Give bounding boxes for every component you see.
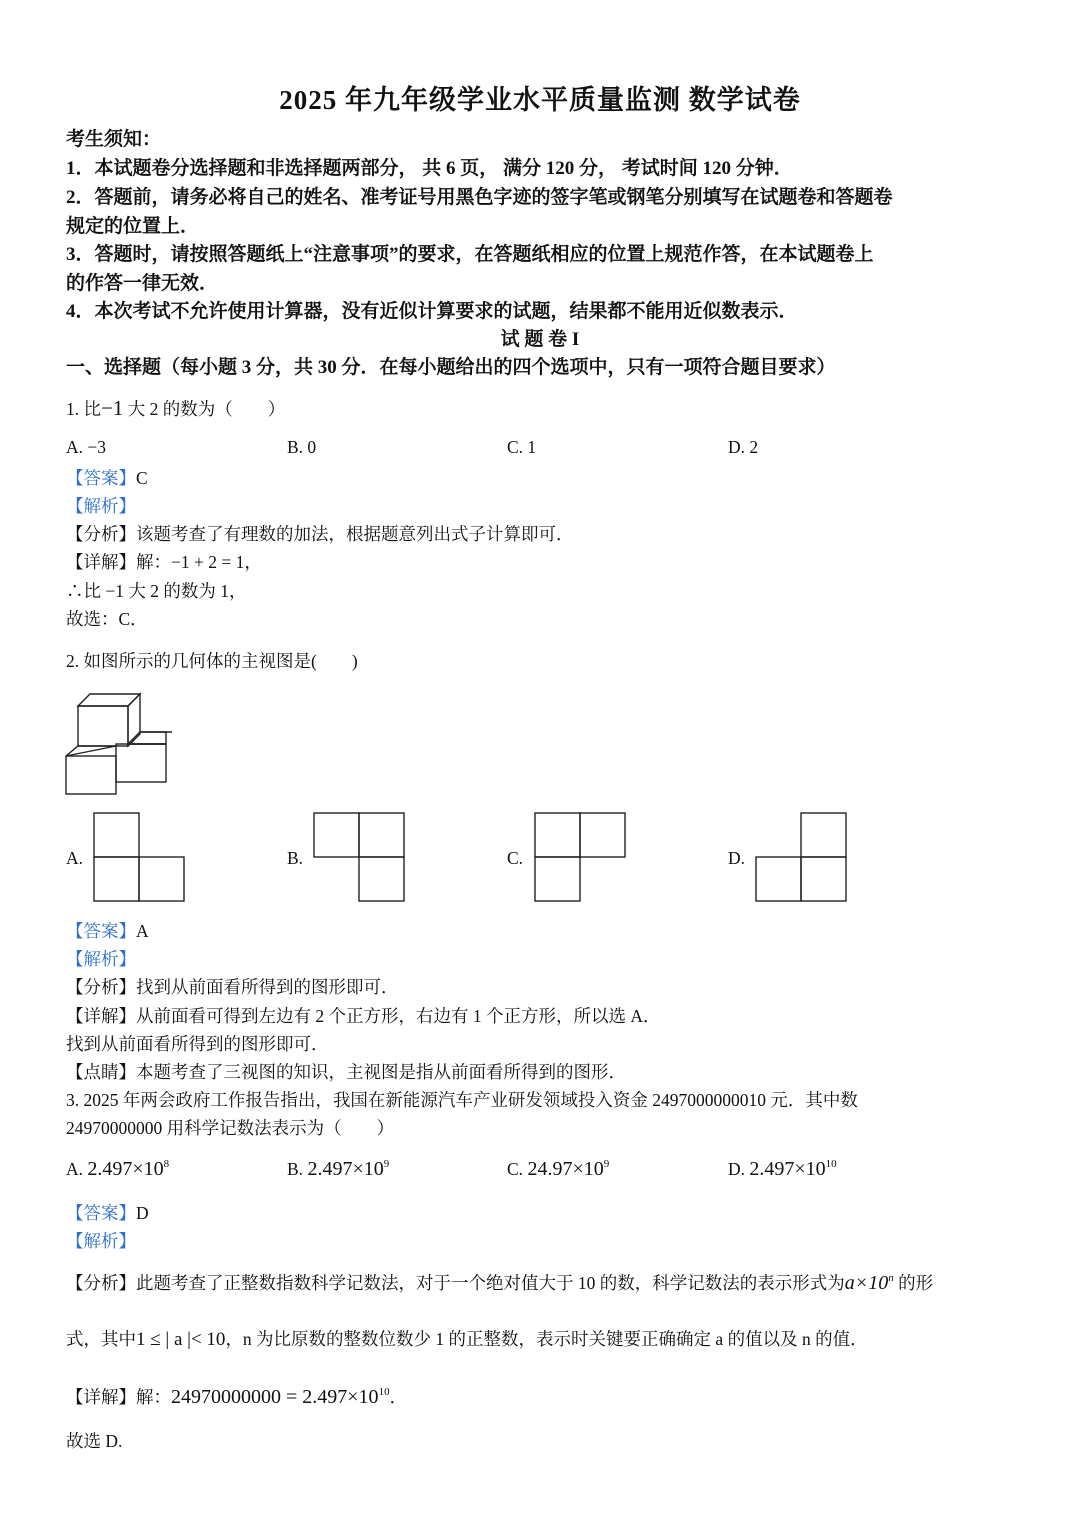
q3-option-a-exp: 8 bbox=[163, 1158, 170, 1170]
q1-xiangjie-text: 解：−1 + 2 = 1， bbox=[136, 552, 262, 572]
notice-item-3-cont: 的作答一律无效． bbox=[66, 273, 219, 294]
q3-option-a bbox=[66, 1158, 169, 1181]
q1-stem-num: −1 bbox=[101, 396, 124, 420]
q1-option-d: D. 2 bbox=[728, 437, 759, 457]
q2-dianjing bbox=[66, 1059, 626, 1084]
q2-line2: 找到从前面看所得到的图形即可． bbox=[66, 1034, 329, 1054]
answer-tag: 【答案】 bbox=[66, 468, 136, 488]
q1-stem-b: 大 2 的数为（ ） bbox=[123, 399, 286, 419]
q3-option-b-label: B. bbox=[287, 1159, 304, 1179]
q3-option-b-exp: 9 bbox=[383, 1158, 390, 1170]
q3-xiangjie-math: 24970000000 = 2.497×10 bbox=[171, 1386, 379, 1408]
q2-stem: 2. 如图所示的几何体的主视图是( ) bbox=[66, 651, 358, 671]
answer-tag: 【答案】 bbox=[66, 1203, 136, 1223]
q2-solid-figure bbox=[60, 690, 172, 796]
q2-option-b-figure bbox=[313, 812, 406, 902]
q3-option-d-base: 2.497×10 bbox=[749, 1158, 826, 1180]
q3-fenxi-tail: 的形 bbox=[893, 1273, 934, 1293]
q3-fenxi-exp: n bbox=[888, 1272, 894, 1284]
xiangjie-tag: 【详解】 bbox=[66, 552, 136, 572]
fenxi-tag: 【分析】 bbox=[66, 977, 136, 997]
notice-heading: 考生须知： bbox=[66, 129, 162, 150]
q3-option-d bbox=[728, 1158, 837, 1181]
q1-option-c: C. 1 bbox=[507, 437, 537, 457]
q3-option-d-exp: 10 bbox=[825, 1158, 837, 1170]
section-title: 试 题 卷 I bbox=[500, 329, 580, 350]
q3-stem-line2: 24970000000 用科学记数法表示为（ ） bbox=[66, 1118, 395, 1138]
q2-option-a-label: A. bbox=[66, 848, 84, 868]
q2-xiangjie bbox=[66, 1003, 661, 1028]
q3-line2 bbox=[66, 1326, 868, 1351]
notice-item-2-cont: 规定的位置上． bbox=[66, 216, 200, 237]
q2-option-d-figure bbox=[755, 812, 848, 902]
q3-answer bbox=[66, 1200, 149, 1225]
q2-option-b-label: B. bbox=[287, 848, 304, 868]
q2-option-c-label: C. bbox=[507, 848, 524, 868]
dianjing-tag: 【点睛】 bbox=[66, 1062, 136, 1082]
q3-stem-line1: 3. 2025 年两会政府工作报告指出，我国在新能源汽车产业研发领域投入资金 2497000000010 元．其中数 bbox=[66, 1090, 858, 1110]
q2-fenxi-text: 找到从前面看所得到的图形即可． bbox=[136, 977, 399, 997]
analysis-tag: 【解析】 bbox=[66, 949, 136, 969]
q3-xiangjie-b: ． bbox=[389, 1387, 408, 1407]
xiangjie-tag: 【详解】 bbox=[66, 1387, 136, 1407]
q3-xiangjie-exp: 10 bbox=[378, 1386, 390, 1398]
q2-analysis bbox=[66, 946, 136, 971]
analysis-tag: 【解析】 bbox=[66, 1231, 136, 1251]
q1-analysis bbox=[66, 493, 136, 518]
xiangjie-tag: 【详解】 bbox=[66, 1006, 136, 1026]
q3-xiangjie bbox=[66, 1384, 407, 1409]
q1-fenxi bbox=[66, 521, 574, 546]
q3-option-a-base: 2.497×10 bbox=[87, 1158, 164, 1180]
q3-option-a-label: A. bbox=[66, 1159, 84, 1179]
q2-answer bbox=[66, 918, 149, 943]
q1-fenxi-text: 该题考查了有理数的加法，根据题意列出式子计算即可． bbox=[136, 524, 574, 544]
notice-item-3: 3．答题时，请按照答题纸上“注意事项”的要求，在答题纸相应的位置上规范作答，在本试题卷上 bbox=[66, 244, 874, 265]
q2-option-c-figure bbox=[534, 812, 627, 902]
q3-line4: 故选 D. bbox=[66, 1431, 123, 1451]
q3-fenxi-text: 此题考查了正整数指数科学记数法，对于一个绝对值大于 10 的数，科学记数法的表示形式为 bbox=[136, 1273, 845, 1293]
fenxi-tag: 【分析】 bbox=[66, 1273, 136, 1293]
q3-line2-b: ，n 为比原数的整数位数少 1 的正整数，表示时关键要正确确定 a 的值以及 n 的值． bbox=[225, 1329, 868, 1349]
q1-option-a: A. −3 bbox=[66, 437, 107, 457]
q1-line2: ∴比 −1 大 2 的数为 1， bbox=[66, 581, 247, 601]
fenxi-tag: 【分析】 bbox=[66, 524, 136, 544]
part1-heading: 一、选择题（每小题 3 分，共 30 分．在每小题给出的四个选项中，只有一项符合题目要求） bbox=[66, 357, 836, 378]
q3-line2-math: 1 ≤ | a |< 10 bbox=[136, 1329, 226, 1350]
q3-option-c-label: C. bbox=[507, 1159, 524, 1179]
q3-answer-value: D bbox=[136, 1203, 149, 1223]
q3-fenxi bbox=[66, 1270, 933, 1295]
q3-fenxi-math: a×10 bbox=[844, 1272, 889, 1294]
q3-option-c-exp: 9 bbox=[603, 1158, 610, 1170]
page-title: 2025 年九年级学业水平质量监测 数学试卷 bbox=[279, 85, 801, 115]
q3-option-c bbox=[507, 1158, 609, 1181]
q1-line3: 故选：C． bbox=[66, 609, 148, 629]
q3-option-c-base: 24.97×10 bbox=[527, 1158, 604, 1180]
notice-item-2: 2．答题前，请务必将自己的姓名、准考证号用黑色字迹的签字笔或钢笔分别填写在试题卷和答题卷 bbox=[66, 187, 893, 208]
q1-xiangjie bbox=[66, 549, 262, 574]
notice-item-4: 4．本次考试不允许使用计算器，没有近似计算要求的试题，结果都不能用近似数表示． bbox=[66, 301, 798, 322]
q2-option-d-label: D. bbox=[728, 848, 746, 868]
q3-option-b-base: 2.497×10 bbox=[307, 1158, 384, 1180]
analysis-tag: 【解析】 bbox=[66, 496, 136, 516]
q1-answer-value: C bbox=[136, 468, 148, 488]
q1-answer bbox=[66, 465, 148, 490]
q3-analysis bbox=[66, 1228, 136, 1253]
q1-stem bbox=[66, 396, 285, 421]
q2-xiangjie-text: 从前面看可得到左边有 2 个正方形，右边有 1 个正方形，所以选 A． bbox=[136, 1006, 661, 1026]
q3-option-d-label: D. bbox=[728, 1159, 746, 1179]
q2-option-a-figure bbox=[93, 812, 186, 902]
q2-dianjing-text: 本题考查了三视图的知识，主视图是指从前面看所得到的图形． bbox=[136, 1062, 626, 1082]
answer-tag: 【答案】 bbox=[66, 921, 136, 941]
notice-item-1: 1．本试题卷分选择题和非选择题两部分， 共 6 页， 满分 120 分， 考试时间 120 分钟． bbox=[66, 158, 793, 179]
q3-xiangjie-a: 解： bbox=[136, 1387, 171, 1407]
q3-line2-a: 式，其中 bbox=[66, 1329, 136, 1349]
q2-answer-value: A bbox=[136, 921, 149, 941]
q1-stem-a: 1. 比 bbox=[66, 399, 101, 419]
q3-option-b bbox=[287, 1158, 389, 1181]
q2-fenxi bbox=[66, 974, 399, 999]
q1-option-b: B. 0 bbox=[287, 437, 317, 457]
